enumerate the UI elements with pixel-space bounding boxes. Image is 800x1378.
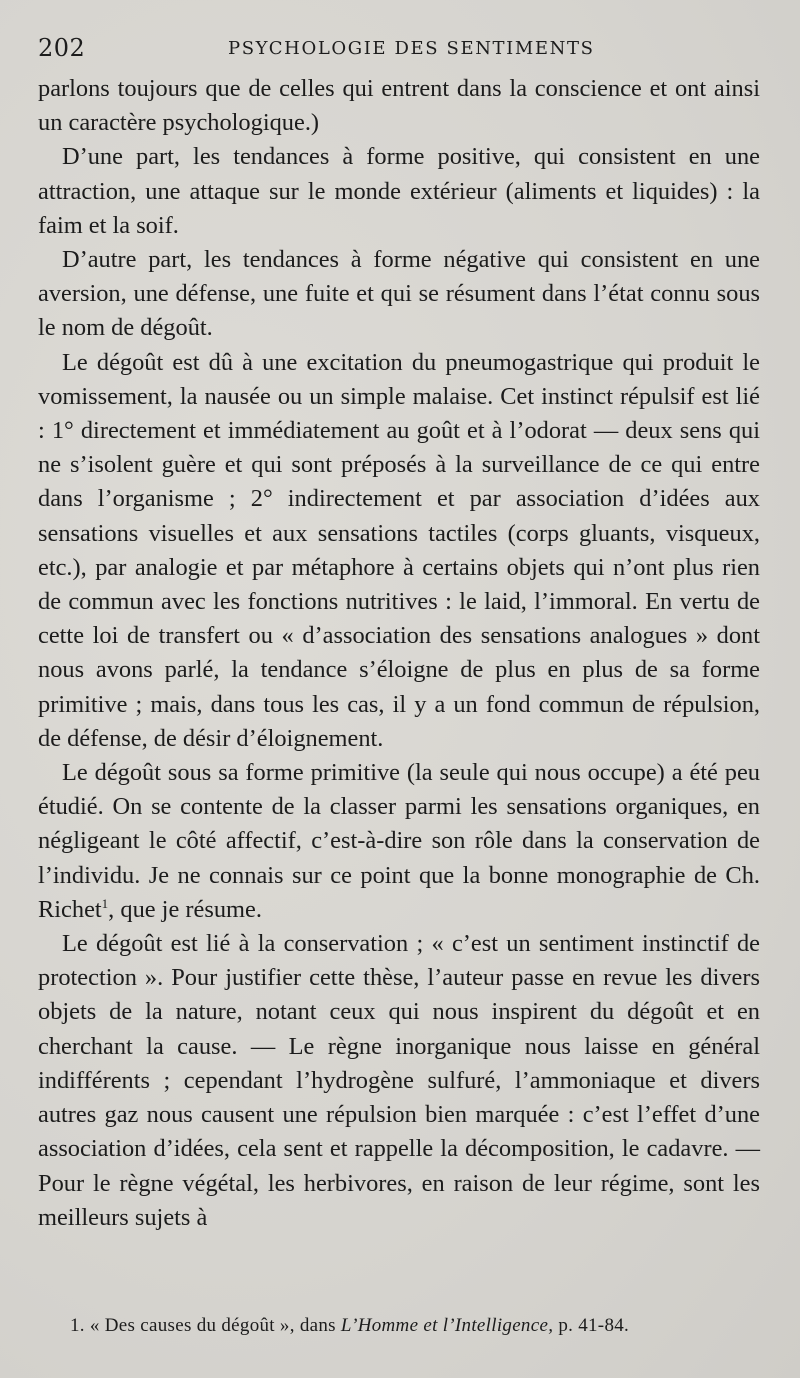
paragraph-positive-tendencies: D’une part, les tendances à forme positive, qui consistent en une attraction, une attaque sur le monde extérieur (aliments et liquides) : la faim et la soif. bbox=[38, 143, 760, 239]
paragraph-disgust-study-tail: , que je résume. bbox=[108, 895, 262, 923]
footnote-reference[interactable]: 1 bbox=[101, 895, 109, 911]
footnote-pages: p. 41-84. bbox=[558, 1315, 630, 1336]
footnote-book-title: L’Homme et l’Intelligence, bbox=[340, 1315, 554, 1336]
paragraph-disgust-study-text: Le dégoût sous sa forme primitive (la seule qui nous occupe) a été peu étudié. On se contente de la classer parmi les sensations organiques, en négligeant le côté affectif, c’est-à-dire son rôle dans la conservation de l’individu. Je ne connais sur ce point que la bonne monographie de Ch. Richet bbox=[38, 759, 760, 923]
paragraph-negative-tendencies: D’autre part, les tendances à forme négative qui consistent en une aversion, une défense, une fuite et qui se résument dans l’état connu sous le nom de dégoût. bbox=[38, 246, 760, 342]
paragraph-disgust-origin: Le dégoût est dû à une excitation du pneumogastrique qui produit le vomissement, la nausée ou un simple malaise. Cet instinct répulsif est lié : 1° directement et immédiatement au goût et à l’odorat — deux sens qui ne s’isolent guère et qui sont préposés à la surveillance de ce qui entre dans l’organisme ; 2° indirectement et par association d’idées aux sensations visuelles et aux sensations tactiles (corps gluants, visqueux, etc.), par analogie et par métaphore à certains objets qui n’ont plus rien de commun avec les fonctions nutritives : le laid, l’immoral. En vertu de cette loi de transfert ou « d’association des sensations analogues » dont nous avons parlé, la tendance s’éloigne de plus en plus de sa forme primitive ; mais, dans tous les cas, il y a un fond commun de répulsion, de défense, de désir d’éloignement. bbox=[38, 348, 760, 752]
paragraph-disgust-study bbox=[38, 756, 760, 927]
footnote-text: « Des causes du dégoût », dans bbox=[89, 1315, 336, 1336]
page-number: 202 bbox=[38, 34, 86, 62]
running-head-title: PSYCHOLOGIE DES SENTIMENTS bbox=[228, 38, 595, 59]
paragraph-continued: parlons toujours que de celles qui entrent dans la conscience et ont ainsi un caractère psychologique.) bbox=[38, 75, 760, 137]
body-text bbox=[38, 72, 760, 1235]
footnote bbox=[70, 1314, 760, 1338]
paragraph-disgust-conservation: Le dégoût est lié à la conservation ; « c’est un sentiment instinctif de protection ». Pour justifier cette thèse, l’auteur passe en revue les divers objets de la nature, notant ceux qui nous inspirent du dégoût et en cherchant la cause. — Le règne inorganique nous laisse en général indifférents ; cependant l’hydrogène sulfuré, l’ammoniaque et divers autres gaz nous causent une répulsion bien marquée : c’est l’effet d’une association d’idées, cela sent et rappelle la décomposition, le cadavre. — Pour le règne végétal, les herbivores, en raison de leur régime, sont les meilleurs sujets à bbox=[38, 930, 760, 1231]
running-head bbox=[38, 34, 760, 64]
footnote-number: 1. bbox=[70, 1315, 85, 1336]
